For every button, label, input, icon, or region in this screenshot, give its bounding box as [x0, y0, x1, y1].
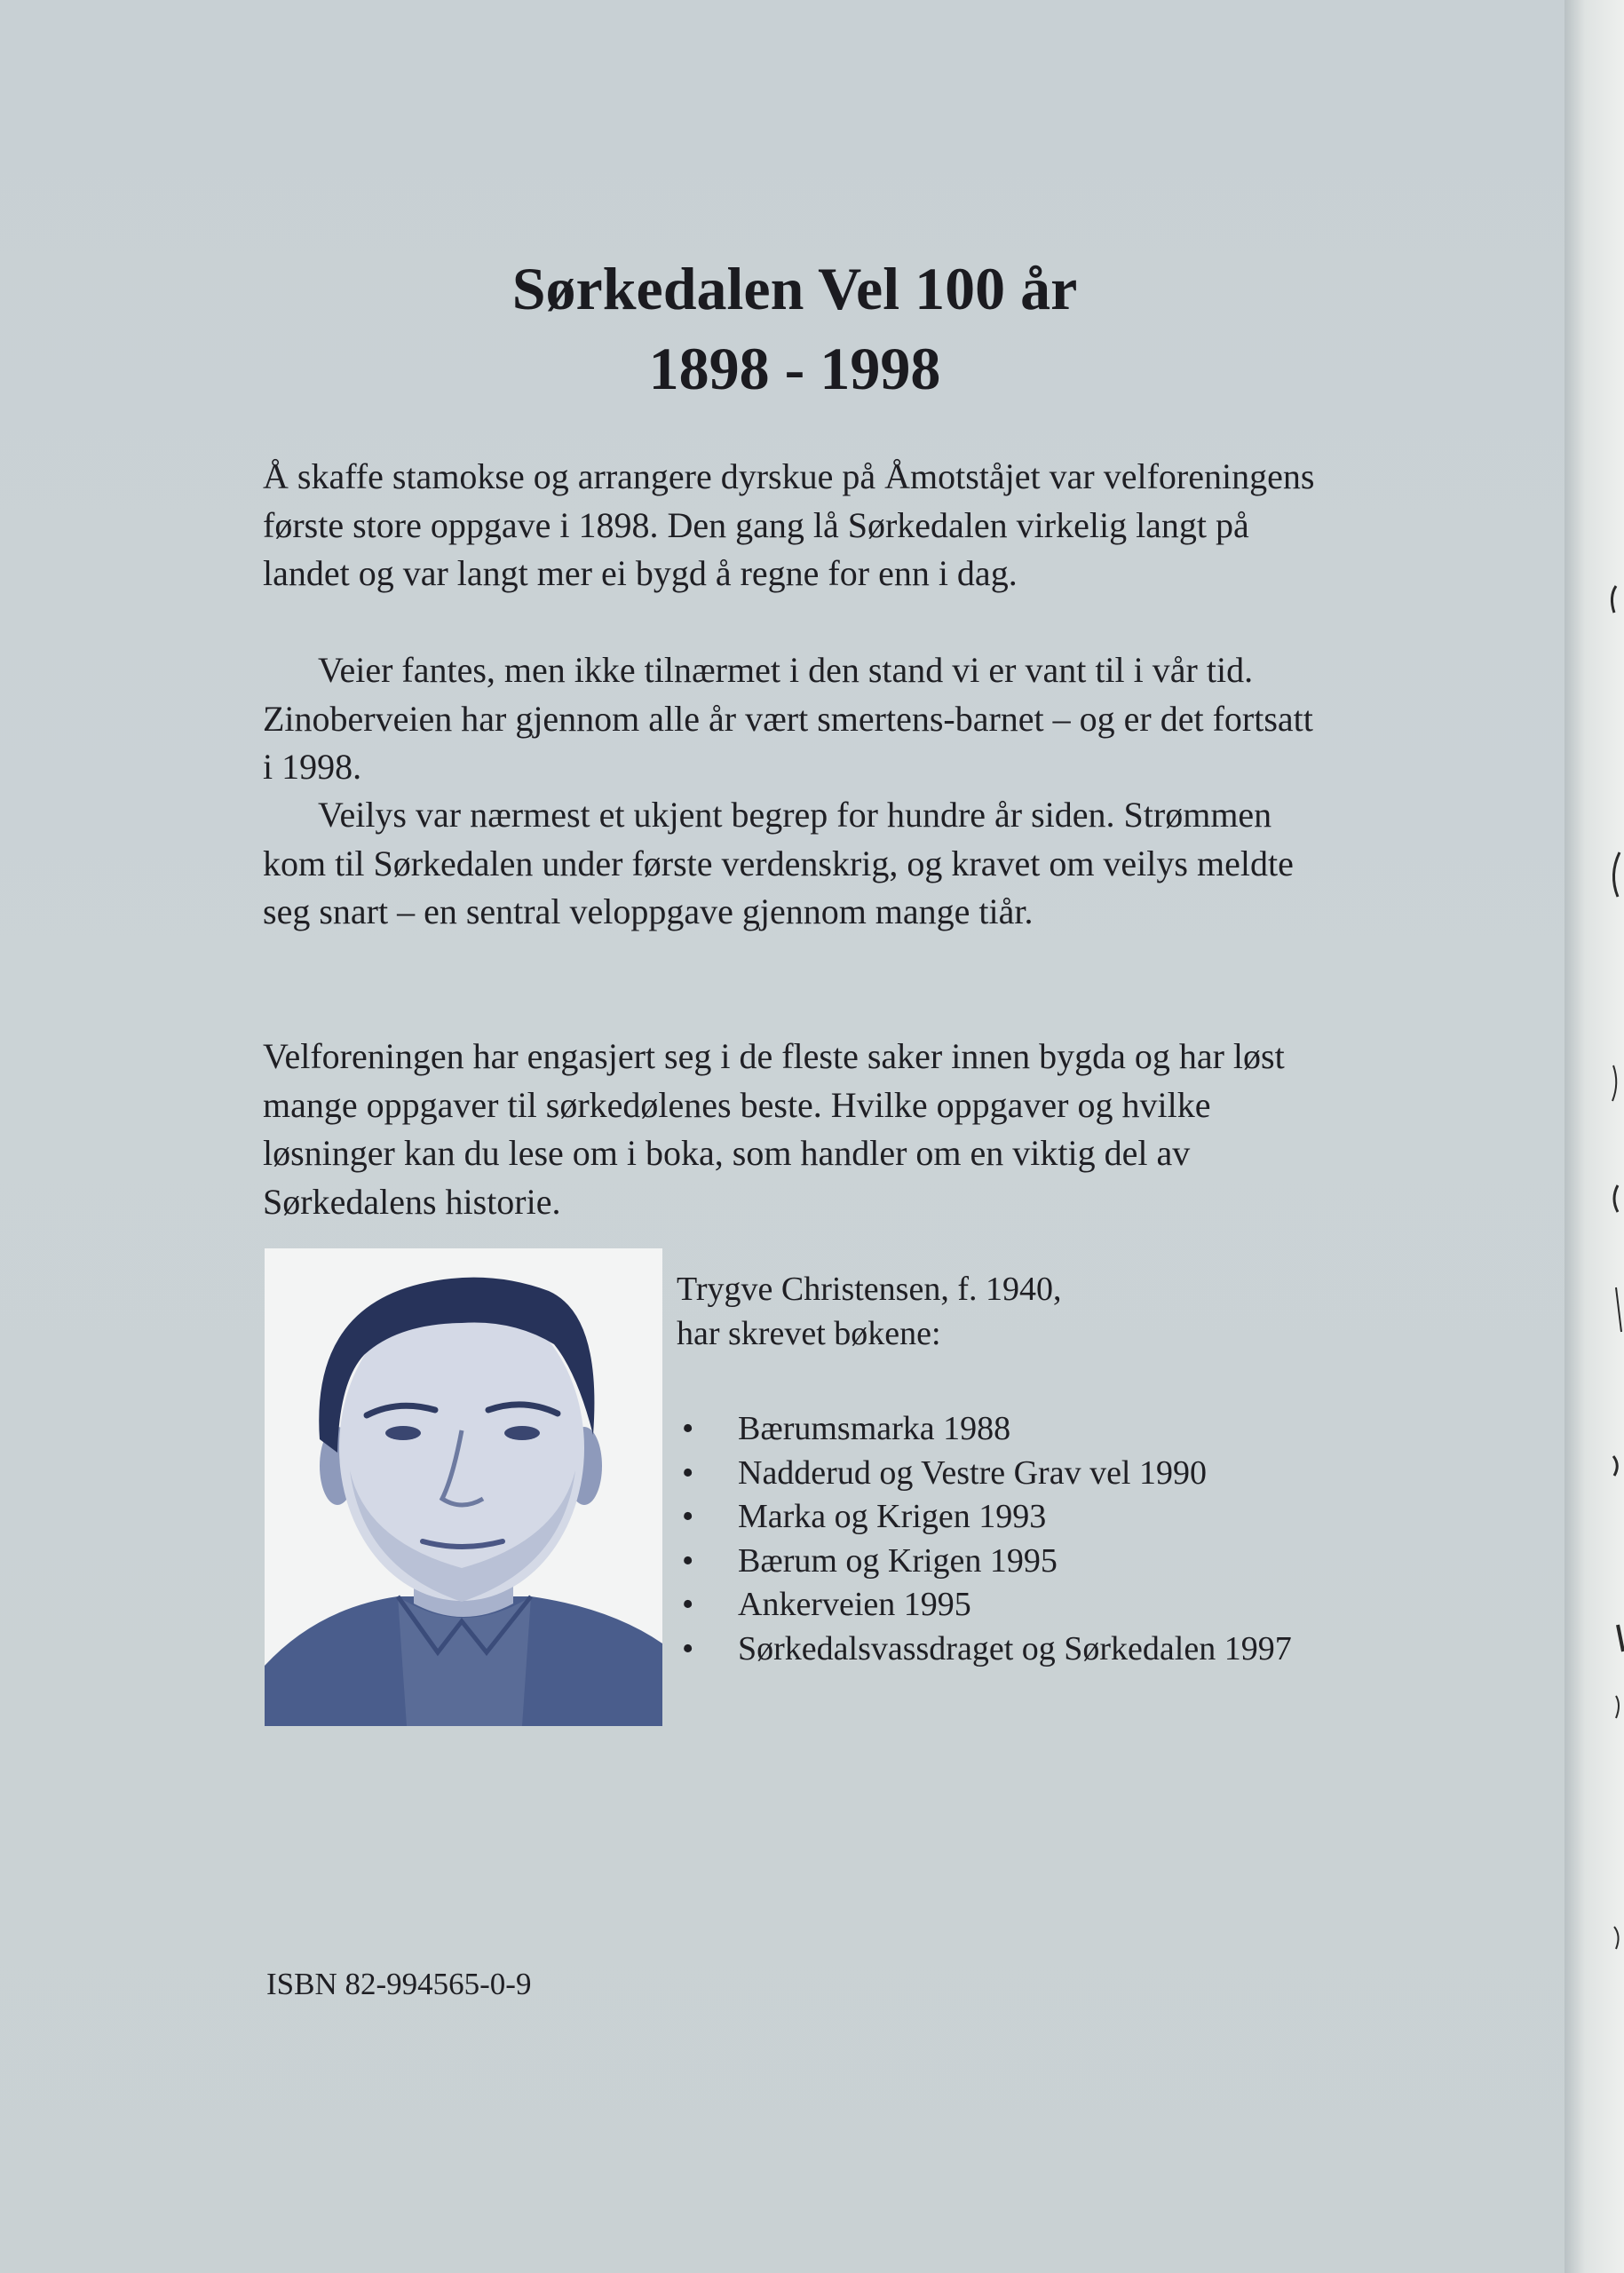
author-books-intro: har skrevet bøkene:	[677, 1315, 941, 1352]
book-title: Sørkedalen Vel 100 år	[511, 255, 1078, 322]
bullet-icon: •	[682, 1410, 694, 1447]
author-name: Trygve Christensen, f. 1940,	[677, 1271, 1062, 1308]
bullet-icon: •	[682, 1498, 694, 1535]
summary-paragraph: Velforeningen har engasjert seg i de fleste saker innen bygda og har løst mange oppgaver til sørkedølenes beste. Hvilke oppgaver og hvilke løsninger kan du lese om i boka, som handler om en viktig del av Sørkedalens historie.	[263, 1036, 1285, 1222]
roads-paragraph: Veier fantes, men ikke tilnærmet i den stand vi er vant til i vår tid. Zinoberveien har gjennom alle år vært smertens-barnet – og er det fortsatt i 1998.	[263, 650, 1313, 787]
list-item	[677, 1628, 1334, 1672]
author-portrait-image	[265, 1248, 662, 1726]
intro-paragraph: Å skaffe stamokse og arrangere dyrskue på Åmotståjet var velforeningens første store oppgave i 1898. Den gang lå Sørkedalen virkelig langt på landet og var langt mer ei bygd å regne for enn i dag.	[263, 456, 1315, 593]
book-title-item: Sørkedalsvassdraget og Sørkedalen 1997	[738, 1629, 1292, 1667]
book-title-item: Bærumsmarka 1988	[738, 1410, 1011, 1447]
bullet-icon: •	[682, 1541, 694, 1580]
book-title-item: Nadderud og Vestre Grav vel 1990	[738, 1453, 1207, 1492]
list-item	[677, 1452, 1334, 1496]
list-item	[677, 1583, 1334, 1628]
author-info	[677, 1267, 1061, 1356]
isbn-number: ISBN 82-994565-0-9	[266, 1967, 532, 2001]
streetlights-paragraph: Veilys var nærmest et ukjent begrep for hundre år siden. Strømmen kom til Sørkedalen under første verdenskrig, og kravet om veilys meldte seg snart – en sentral veloppgave gjennom mange tiår.	[263, 795, 1294, 931]
book-list	[677, 1407, 1334, 1671]
page-edge	[1565, 0, 1624, 2273]
page-edge-marks	[1565, 0, 1624, 2273]
book-title-item: Marka og Krigen 1993	[738, 1498, 1047, 1535]
book-title-item: Bærum og Krigen 1995	[738, 1541, 1058, 1580]
book-title-item: Ankerveien 1995	[738, 1586, 971, 1623]
list-item	[677, 1495, 1334, 1540]
bullet-icon: •	[682, 1586, 694, 1623]
bullet-icon: •	[682, 1453, 694, 1492]
book-years: 1898 - 1998	[648, 335, 941, 402]
author-portrait	[265, 1248, 662, 1726]
list-item	[677, 1407, 1334, 1452]
list-item	[677, 1540, 1334, 1584]
bullet-icon: •	[682, 1629, 694, 1667]
